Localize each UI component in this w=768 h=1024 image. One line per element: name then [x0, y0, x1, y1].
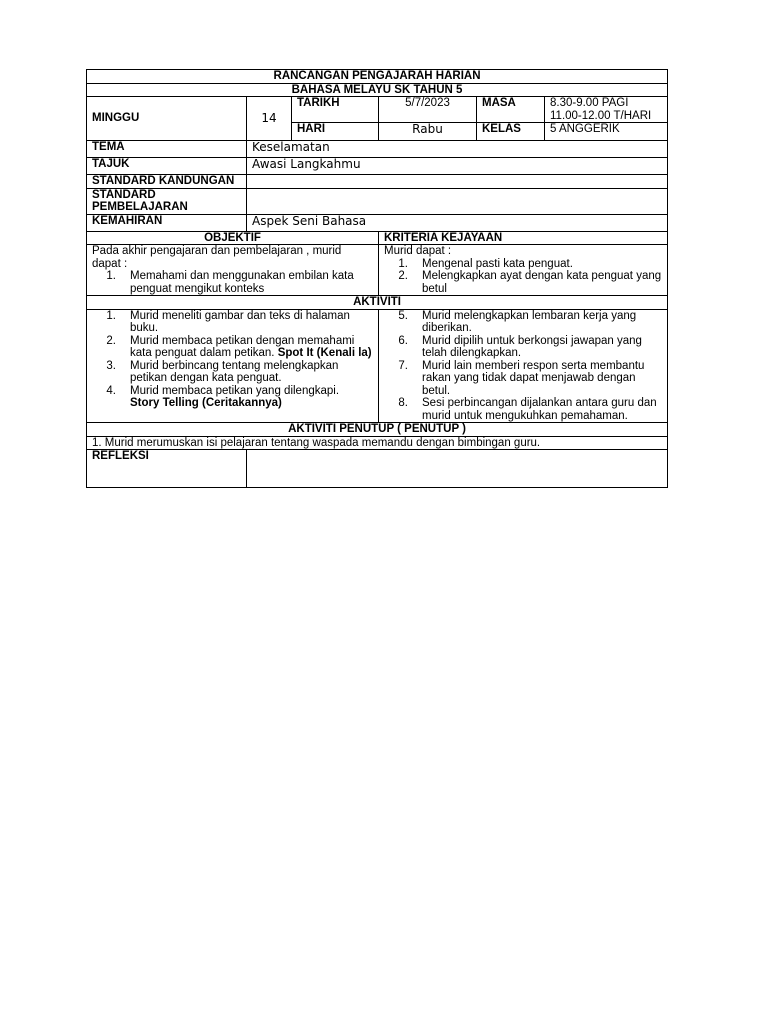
kriteria-content	[379, 245, 668, 296]
list-item	[384, 270, 662, 295]
tarikh-value: 5/7/2023	[379, 97, 477, 123]
aktiviti-content-row	[87, 309, 668, 423]
list-item	[92, 310, 373, 335]
standard-pembelajaran-value	[247, 188, 668, 214]
list-item	[92, 270, 373, 295]
refleksi-value	[247, 450, 668, 488]
kemahiran-label: KEMAHIRAN	[87, 214, 247, 231]
minggu-tarikh-masa-row	[87, 97, 668, 123]
standard-pembelajaran-label-line-2: PEMBELAJARAN	[92, 201, 188, 213]
title-row-1	[87, 70, 668, 84]
list-item-text: Murid lain memberi respon serta membantu rakan yang tidak dapat menjawab dengan betul.	[422, 359, 645, 397]
document-title: RANCANGAN PENGAJARAH HARIAN	[87, 70, 668, 84]
refleksi-label: REFLEKSI	[87, 450, 247, 488]
standard-kandungan-value	[247, 175, 668, 189]
tajuk-row	[87, 158, 668, 175]
list-item-text: Mengenal pasti kata penguat.	[422, 257, 573, 270]
list-item-text: Murid dipilih untuk berkongsi jawapan yang telah dilengkapkan.	[422, 334, 642, 359]
list-item-number: 8.	[398, 397, 408, 409]
list-item-number: 1.	[398, 257, 408, 270]
title-row-2	[87, 83, 668, 97]
masa-line-2: 11.00-12.00 T/HARI	[550, 109, 652, 122]
aktiviti-right	[379, 309, 668, 423]
list-item-number: 6.	[398, 334, 408, 347]
list-item-text-wrap	[130, 335, 373, 360]
aktiviti-right-list	[384, 310, 662, 423]
penutup-header: AKTIVITI PENUTUP ( PENUTUP )	[87, 423, 668, 437]
list-item	[92, 385, 373, 410]
list-item	[384, 335, 662, 360]
tema-label: TEMA	[87, 141, 247, 158]
list-item	[92, 360, 373, 385]
aktiviti-header-row	[87, 296, 668, 310]
list-item-text: Memahami dan menggunakan embilan kata penguat mengikut konteks	[130, 270, 354, 295]
list-item-number: 3.	[106, 359, 116, 372]
kemahiran-value: Aspek Seni Bahasa	[247, 214, 668, 231]
refleksi-row	[87, 450, 668, 488]
penutup-content-row	[87, 436, 668, 450]
standard-kandungan-label: STANDARD KANDUNGAN	[87, 175, 247, 189]
list-item-number: 5.	[398, 309, 408, 322]
list-item	[384, 397, 662, 422]
tema-row	[87, 141, 668, 158]
lesson-plan-table	[86, 69, 668, 488]
objektif-content	[87, 245, 379, 296]
list-item-text-wrap	[130, 385, 373, 410]
lesson-plan-document	[86, 69, 667, 488]
standard-pembelajaran-row	[87, 188, 668, 214]
list-item-text: Murid membaca petikan yang dilengkapi.	[130, 384, 340, 397]
list-item-text: Murid melengkapkan lembaran kerja yang diberikan.	[422, 309, 637, 334]
standard-pembelajaran-label	[87, 188, 247, 214]
list-item-text: Melengkapkan ayat dengan kata penguat yang betul	[422, 270, 662, 295]
kemahiran-row	[87, 214, 668, 231]
tajuk-label: TAJUK	[87, 158, 247, 175]
list-item-text: Murid membaca petikan dengan memahami kata penguat dalam petikan.	[130, 334, 355, 359]
list-item-number: 1.	[106, 309, 116, 322]
document-subtitle: BAHASA MELAYU SK TAHUN 5	[87, 83, 668, 97]
kriteria-header: KRITERIA KEJAYAAN	[379, 231, 668, 245]
masa-label: MASA	[477, 97, 545, 123]
tema-value: Keselamatan	[247, 141, 668, 158]
aktiviti-header: AKTIVITI	[87, 296, 668, 310]
kelas-value: 5 ANGGERIK	[545, 123, 668, 141]
objektif-header: OBJEKTIF	[87, 231, 379, 245]
kriteria-list	[384, 258, 662, 296]
masa-value	[545, 97, 668, 123]
list-item-bold-activity: Story Telling (Ceritakannya)	[130, 397, 282, 409]
list-item-bold-activity: Spot It (Kenali la)	[277, 347, 372, 359]
objektif-intro: Pada akhir pengajaran dan pembelajaran , murid dapat :	[92, 245, 342, 270]
hari-value: Rabu	[379, 123, 477, 141]
list-item-number: 2.	[106, 334, 116, 347]
aktiviti-left	[87, 309, 379, 423]
minggu-label: MINGGU	[87, 97, 247, 141]
list-item-number: 7.	[398, 359, 408, 372]
list-item-number: 2.	[398, 270, 408, 282]
standard-kandungan-row	[87, 175, 668, 189]
penutup-header-row	[87, 423, 668, 437]
tajuk-value: Awasi Langkahmu	[247, 158, 668, 175]
list-item	[384, 360, 662, 398]
list-item	[92, 335, 373, 360]
list-item-number: 1.	[106, 270, 116, 282]
masa-line-1: 8.30-9.00 PAGI	[550, 97, 629, 109]
objektif-kriteria-content-row	[87, 245, 668, 296]
list-item-text: Sesi perbincangan dijalankan antara guru dan murid untuk mengukuhkan pemahaman.	[422, 397, 657, 422]
list-item	[384, 310, 662, 335]
objektif-list	[92, 270, 373, 295]
minggu-value: 14	[247, 97, 292, 141]
kelas-label: KELAS	[477, 123, 545, 141]
kriteria-intro: Murid dapat :	[384, 245, 452, 257]
aktiviti-left-list	[92, 310, 373, 410]
standard-pembelajaran-label-line-1: STANDARD	[92, 188, 156, 201]
list-item	[384, 258, 662, 271]
list-item-number: 4.	[106, 384, 116, 397]
tarikh-label: TARIKH	[292, 97, 379, 123]
penutup-text: 1. Murid merumuskan isi pelajaran tentang waspada memandu dengan bimbingan guru.	[87, 436, 668, 450]
list-item-text: Murid berbincang tentang melengkapkan petikan dengan kata penguat.	[130, 359, 339, 384]
objektif-kriteria-header-row	[87, 231, 668, 245]
hari-label: HARI	[292, 123, 379, 141]
list-item-text: Murid meneliti gambar dan teks di halaman buku.	[130, 309, 350, 334]
